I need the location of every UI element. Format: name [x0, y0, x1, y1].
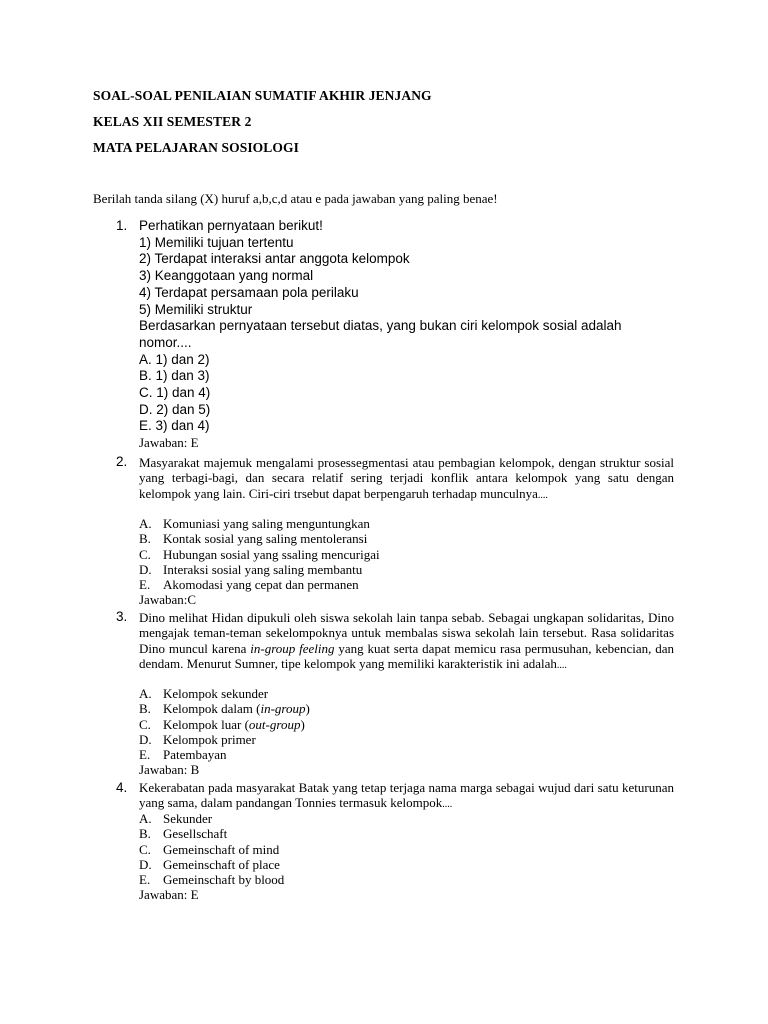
option-letter: D.: [139, 731, 152, 747]
option-letter: A.: [139, 686, 152, 701]
option-e: [139, 577, 679, 592]
option-text: Gemeinschaft of place: [163, 856, 280, 872]
option-c: [139, 842, 679, 857]
question-dots: ....: [442, 799, 453, 811]
question-text-body: Dino melihat Hidan dipukuli oleh siswa sekolah lain tanpa sebab. Sebagai ungkapan solidaritas, Dino mengajak teman-teman sekelompoknya untuk membalas siswa sekolah lain tersebut. Rasa solidaritas Dino muncul karena: [139, 610, 674, 656]
option-c: C. 1) dan 4): [139, 385, 211, 401]
answer-key: Jawaban: E: [139, 887, 199, 903]
option-e: E. 3) dan 4): [139, 418, 210, 434]
option-letter: B.: [139, 701, 151, 717]
option-text: Kelompok primer: [163, 731, 256, 747]
question-text-body: yang kuat serta dapat memicu rasa permusuhan, kebencian, dan dendam. Menurut Sumner, tipe kelompok yang memiliki karakteristik ini adalah: [139, 640, 674, 671]
option-text: Kontak sosial yang saling mentoleransi: [163, 531, 368, 547]
option-text-italic: in-group: [260, 701, 306, 717]
option-text: Kelompok luar (: [163, 716, 249, 732]
question-text-body: Kekerabatan pada masyarakat Batak yang tetap terjaga nama marga sebagai wujud dari satu keturunan yang sama, dalam pandangan Tonnies termasuk kelompok: [139, 780, 674, 811]
question-line: nomor....: [139, 334, 192, 350]
option-letter: E.: [139, 747, 151, 763]
option-text: Kelompok sekunder: [163, 686, 269, 701]
class-semester: KELAS XII SEMESTER 2: [93, 114, 252, 129]
question-text: [139, 610, 674, 673]
options-list: [139, 686, 679, 778]
statement-item: 3) Keanggotaan yang normal: [139, 268, 314, 284]
answer-key: Jawaban:C: [139, 592, 197, 608]
option-b: B. 1) dan 3): [139, 368, 210, 384]
option-text: Hubungan sosial yang ssaling mencurigai: [163, 546, 380, 562]
statement-item: 4) Terdapat persamaan pola perilaku: [139, 284, 359, 300]
option-d: D. 2) dan 5): [139, 401, 211, 417]
option-letter: E.: [139, 872, 151, 888]
doc-title: SOAL-SOAL PENILAIAN SUMATIF AKHIR JENJANG: [93, 88, 432, 103]
option-d: [139, 857, 679, 872]
option-text: Gemeinschaft of mind: [163, 841, 280, 857]
option-a: [139, 686, 679, 701]
option-text: Patembayan: [163, 747, 227, 763]
instruction-text: Berilah tanda silang (X) huruf a,b,c,d atau e pada jawaban yang paling benae!: [93, 191, 498, 206]
option-b: [139, 531, 679, 546]
option-e: [139, 872, 679, 887]
option-e: [139, 747, 679, 762]
statement-item: 2) Terdapat interaksi antar anggota kelompok: [139, 251, 410, 267]
option-letter: D.: [139, 561, 152, 577]
question-line: Berdasarkan pernyataan tersebut diatas, yang bukan ciri kelompok sosial adalah: [139, 318, 622, 334]
option-letter: E.: [139, 577, 151, 593]
option-a: [139, 811, 679, 826]
option-letter: A.: [139, 516, 152, 531]
question-text: [139, 780, 674, 813]
option-d: [139, 732, 679, 747]
answer-key: Jawaban: E: [139, 435, 199, 451]
option-d: [139, 562, 679, 577]
answer-key: Jawaban: B: [139, 762, 200, 778]
statement-item: 1) Memiliki tujuan tertentu: [139, 234, 294, 250]
subject-title: MATA PELAJARAN SOSIOLOGI: [93, 140, 299, 155]
question-text-body: Masyarakat majemuk mengalami prosessegmentasi atau pembagian kelompok, dengan struktur sosial yang terbagi-bagi, dan secara relatif sering terjadi konflik antara kelompok yang satu dengan kelompok yang lain. Ciri-ciri trsebut dapat berpengaruh terhadap munculnya: [139, 455, 674, 501]
question-line: Perhatikan pernyataan berikut!: [139, 218, 323, 233]
question-text-italic: in-group feeling: [250, 640, 335, 656]
option-c: [139, 717, 679, 732]
option-text: Sekunder: [163, 811, 213, 826]
option-text: Interaksi sosial yang saling membantu: [163, 561, 363, 577]
option-text: Akomodasi yang cepat dan permanen: [163, 577, 359, 593]
option-letter: C.: [139, 546, 151, 562]
option-letter: B.: [139, 826, 151, 842]
question-number: 4.: [116, 780, 128, 795]
option-text-suffix: ): [300, 716, 305, 732]
question-dots: ....: [556, 659, 567, 671]
options-list: [139, 811, 679, 903]
option-letter: D.: [139, 856, 152, 872]
options-list: [139, 516, 679, 608]
option-text-italic: out-group: [248, 716, 301, 732]
option-text-suffix: ): [305, 701, 310, 717]
option-letter: A.: [139, 811, 152, 826]
option-c: [139, 547, 679, 562]
option-text: Gemeinschaft by blood: [163, 872, 285, 888]
statement-item: 5) Memiliki struktur: [139, 301, 253, 317]
option-letter: C.: [139, 716, 151, 732]
question-number: 3.: [116, 609, 128, 624]
question-number: 1.: [116, 218, 128, 233]
question-text: [139, 455, 674, 503]
option-text: Kelompok dalam (: [163, 701, 261, 717]
option-letter: C.: [139, 841, 151, 857]
option-b: [139, 701, 679, 716]
option-b: [139, 826, 679, 841]
option-a: A. 1) dan 2): [139, 351, 210, 367]
option-a: [139, 516, 679, 531]
question-dots: ....: [537, 489, 548, 501]
question-number: 2.: [116, 454, 128, 469]
option-text: Komuniasi yang saling menguntungkan: [163, 516, 370, 531]
option-letter: B.: [139, 531, 151, 547]
option-text: Gesellschaft: [163, 826, 228, 842]
